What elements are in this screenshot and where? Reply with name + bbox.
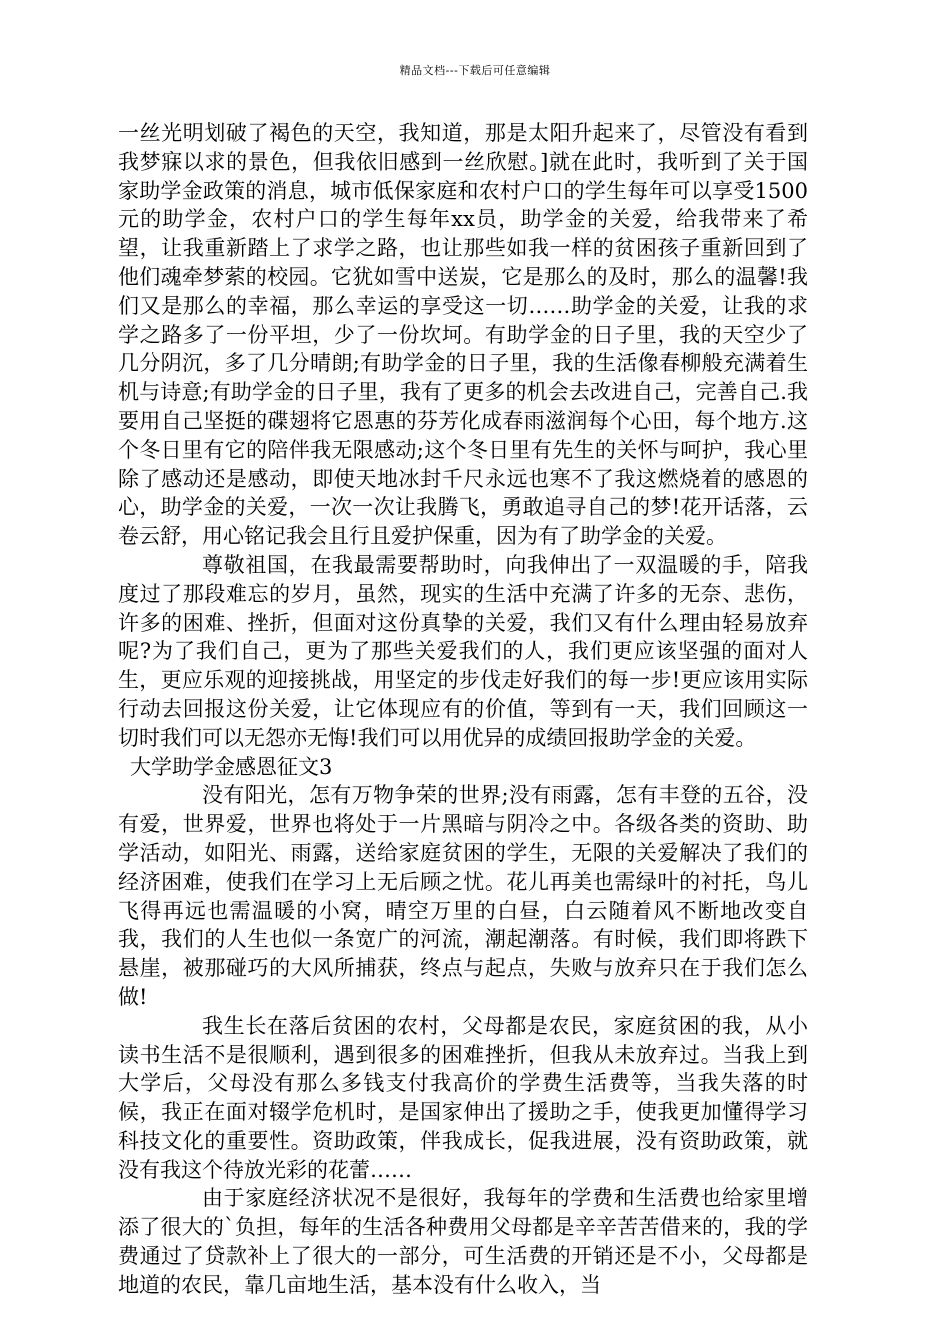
page-header: 精品文档---下载后可任意编辑 xyxy=(399,64,551,77)
paragraph-rural-background: 我生长在落后贫困的农村，父母都是农民，家庭贫困的我，从小读书生活不是很顺利，遇到很多的困难挫折，但我从未放弃过。当我上到大学后，父母没有那么多钱支付我高价的学费生活费等，当我失落的时候，我正在面对辍学危机时，是国家伸出了援助之手，使我更加懂得学习科技文化的重要性。资助政策，伴我成长，促我进展，没有资助政策，就没有我这个待放光彩的花蕾…… xyxy=(118,1013,808,1182)
section-title: 大学助学金感恩征文3 xyxy=(130,754,333,779)
paragraph-family-finances: 由于家庭经济状况不是很好，我每年的学费和生活费也给家里增添了很大的`负担，每年的生活各种费用父母都是辛辛苦苦借来的，我的学费通过了贷款补上了很大的一部分，可生活费的开销还是不小，父母都是地道的农民，靠几亩地生活，基本没有什么收入，当 xyxy=(118,1186,808,1297)
paragraph-continuation: 一丝光明划破了褐色的天空，我知道，那是太阳升起来了，尽管没有看到我梦寐以求的景色，但我依旧感到一丝欣慰。]就在此时，我听到了关于国家助学金政策的消息，城市低保家庭和农村户口的学生每年可以享受1500元的助学金，农村户口的学生每年xx员，助学金的关爱，给我带来了希望，让我重新踏上了求学之路，也让那些如我一样的贫困孩子重新回到了他们魂牵梦萦的校园。它犹如雪中送炭，它是那么的及时，那么的温馨!我们又是那么的幸福，那么幸运的享受这一切……助学金的关爱，让我的求学之路多了一份平坦，少了一份坎坷。有助学金的日子里，我的天空少了几分阴沉，多了几分晴朗;有助学金的日子里，我的生活像春柳般充满着生机与诗意;有助学金的日子里，我有了更多的机会去改进自己，完善自己.我要用自己坚挺的碟翅将它恩惠的芬芳化成春雨滋润每个心田，每个地方.这个冬日里有它的陪伴我无限感动;这个冬日里有先生的关怀与呵护，我心里除了感动还是感动，即使天地冰封千尺永远也寒不了我这燃烧着的感恩的心，助学金的关爱，一次一次让我腾飞，勇敢追寻自己的梦!花开话落，云卷云舒，用心铭记我会且行且爱护保重，因为有了助学金的关爱。 xyxy=(118,121,808,549)
paragraph-gratitude-country: 尊敬祖国，在我最需要帮助时，向我伸出了一双温暖的手，陪我度过了那段难忘的岁月，虽然，现实的生活中充满了许多的无奈、悲伤，许多的困难、挫折，但面对这份真挚的关爱，我们又有什么理由轻易放弃呢?为了我们自己，更为了那些关爱我们的人，我们更应该坚强的面对人生，更应乐观的迎接挑战，用坚定的步伐走好我们的每一步!更应该用实际行动去回报这份关爱，让它体现应有的价值，等到有一天，我们回顾这一切时我们可以无怨亦无悔!我们可以用优异的成绩回报助学金的关爱。 xyxy=(118,552,808,750)
paragraph-sunshine: 没有阳光，怎有万物争荣的世界;没有雨露，怎有丰登的五谷，没有爱，世界爱，世界也将处于一片黑暗与阴冷之中。各级各类的资助、助学活动，如阳光、雨露，送给家庭贫困的学生，无限的关爱解决了我们的经济困难，使我们在学习上无后顾之忧。花儿再美也需绿叶的衬托，鸟儿飞得再远也需温暖的小窝，晴空万里的白昼，白云随着风不断地改变自我，我们的人生也似一条宽广的河流，潮起潮落。有时候，我们即将跌下悬崖，被那碰巧的大风所捕获，终点与起点，失败与放弃只在于我们怎么做! xyxy=(118,783,808,1009)
document-body xyxy=(118,119,808,1300)
